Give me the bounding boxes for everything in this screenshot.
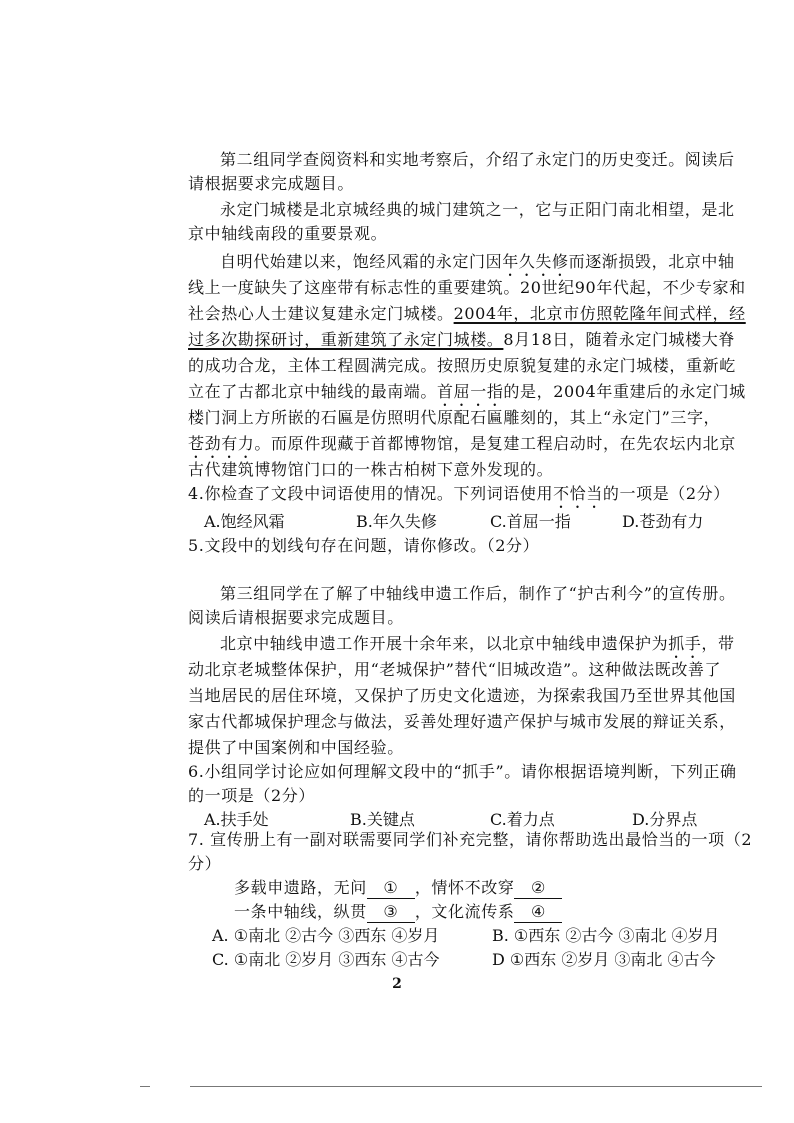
dotted-term: 首屈一指 <box>437 382 504 401</box>
text-segment: ，情怀不改穿 <box>414 878 515 897</box>
question-7-line2: 分） <box>188 854 222 873</box>
intro2-line2: 请根据要求完成题目。 <box>188 174 355 193</box>
text-segment: 立在了古都北京中轴线的最南端。 <box>188 382 438 401</box>
text-segment: 多载申遗路，无问 <box>234 878 367 897</box>
couplet-line2 <box>234 900 562 924</box>
intro3-line1: 第三组同学在了解了中轴线申遗工作后，制作了“护古利今”的宣传册。 <box>220 584 736 603</box>
q7-option-d: D ①西东 ②岁月 ③南北 ④古今 <box>492 950 716 969</box>
footer-rule-mark <box>140 1086 150 1087</box>
q4-option-a: A.饱经风霜 <box>204 512 285 531</box>
page-number: 2 <box>392 976 402 992</box>
question-6-line1: 6.小组同学讨论应如何理解文段中的“抓手”。请你根据语境判断，下列正确 <box>188 762 737 781</box>
q4-option-b: B.年久失修 <box>356 512 437 531</box>
text-segment: 4.你检查了文段中词语使用的情况。下列词语使用 <box>188 484 554 503</box>
q7-option-b: B. ①西东 ②古今 ③南北 ④岁月 <box>492 926 720 945</box>
text-segment: 而逐渐损毁，北京中轴 <box>568 252 735 271</box>
passage2-line3: 当地居民的居住环境，又保护了历史文化遗迹，为探索我国乃至世界其他国 <box>188 686 736 705</box>
passage1-p1-line2: 京中轴线南段的重要景观。 <box>188 224 388 243</box>
question-6-line2: 的一项是（2分） <box>188 786 315 805</box>
intro3-line2: 阅读后请根据要求完成题目。 <box>188 608 404 627</box>
q6-option-c: C.着力点 <box>490 810 555 829</box>
blank-3: ③ <box>367 902 415 923</box>
q4-option-c: C.首屈一指 <box>490 512 571 531</box>
passage2-line4: 家古代都城保护理念与做法，妥善处理好遗产保护与城市发展的辩证关系， <box>188 712 736 731</box>
passage1-p2-line3 <box>188 302 746 326</box>
text-segment: 自明代始建以来，饱经风霜的永定门因 <box>220 252 503 271</box>
text-segment: 一条中轴线，纵贯 <box>234 902 367 921</box>
passage1-p2-line2: 线上一度缺失了这座带有标志性的重要建筑。20世纪90年代起，不少专家和 <box>188 278 746 297</box>
blank-2: ② <box>514 878 562 899</box>
text-segment: ，文化流传系 <box>414 902 515 921</box>
text-segment: 。而原件现藏于首都博物馆，是复建工程启动时，在先农坛内北京 <box>254 434 736 453</box>
passage2-line5: 提供了中国案例和中国经验。 <box>188 738 404 757</box>
question-5-stem: 5.文段中的划线句存在问题，请你修改。（2分） <box>188 536 540 555</box>
underlined-sentence: 过多次勘探研讨，重新建筑了永定门城楼。 <box>188 330 504 349</box>
passage2-line2: 动北京老城整体保护，用“老城保护”替代“旧城改造”。这种做法既改善了 <box>188 660 722 679</box>
dotted-term: 年久失修 <box>502 252 569 271</box>
text-segment: 8月18日，随着永定门城楼大脊 <box>503 330 735 349</box>
text-segment: ，带 <box>701 634 735 653</box>
emphasis-word: 不恰当 <box>553 484 603 503</box>
passage1-p2-line4 <box>188 328 735 352</box>
passage1-p1-line1: 永定门城楼是北京城经典的城门建筑之一，它与正阳门南北相望，是北 <box>220 200 735 219</box>
blank-1: ① <box>367 878 415 899</box>
text-segment: 的是，2004年重建后的永定门城 <box>503 382 746 401</box>
passage1-p2-line9: 古代建筑博物馆门口的一株古柏树下意外发现的。 <box>188 460 554 479</box>
q7-option-a: A. ①南北 ②古今 ③西东 ④岁月 <box>212 926 440 945</box>
q6-option-b: B.关键点 <box>350 810 415 829</box>
text-segment: 北京中轴线申遗工作开展十余年来，以北京中轴线申遗保护为 <box>220 634 669 653</box>
q6-option-a: A.扶手处 <box>204 810 269 829</box>
blank-4: ④ <box>514 902 562 923</box>
q4-option-d: D.苍劲有力 <box>622 512 704 531</box>
q6-option-d: D.分界点 <box>632 810 698 829</box>
question-4-stem <box>188 482 730 512</box>
passage1-p2-line5: 的成功合龙，主体工程圆满完成。按照历史原貌复建的永定门城楼，重新屹 <box>188 356 736 375</box>
underlined-sentence: 2004年，北京市仿照乾隆年间式样，经 <box>453 304 746 323</box>
intro2-line1: 第二组同学查阅资料和实地考察后，介绍了永定门的历史变迁。阅读后 <box>220 150 735 169</box>
passage1-p2-line7: 楼门洞上方所嵌的石匾是仿照明代原配石匾雕刻的，其上“永定门”三字， <box>188 408 721 427</box>
q7-option-c: C. ①南北 ②岁月 ③西东 ④古今 <box>212 950 440 969</box>
dotted-term: 抓手 <box>668 634 702 653</box>
couplet-line1 <box>234 876 562 900</box>
dotted-term: 苍劲有力 <box>188 434 255 453</box>
text-segment: 社会热心人士建议复建永定门城楼。 <box>188 304 454 323</box>
footer-rule <box>190 1086 762 1087</box>
text-segment: 的一项是（2分） <box>602 484 730 503</box>
question-7-line1: 7. 宣传册上有一副对联需要同学们补充完整，请你帮助选出最恰当的一项（2 <box>188 830 753 849</box>
